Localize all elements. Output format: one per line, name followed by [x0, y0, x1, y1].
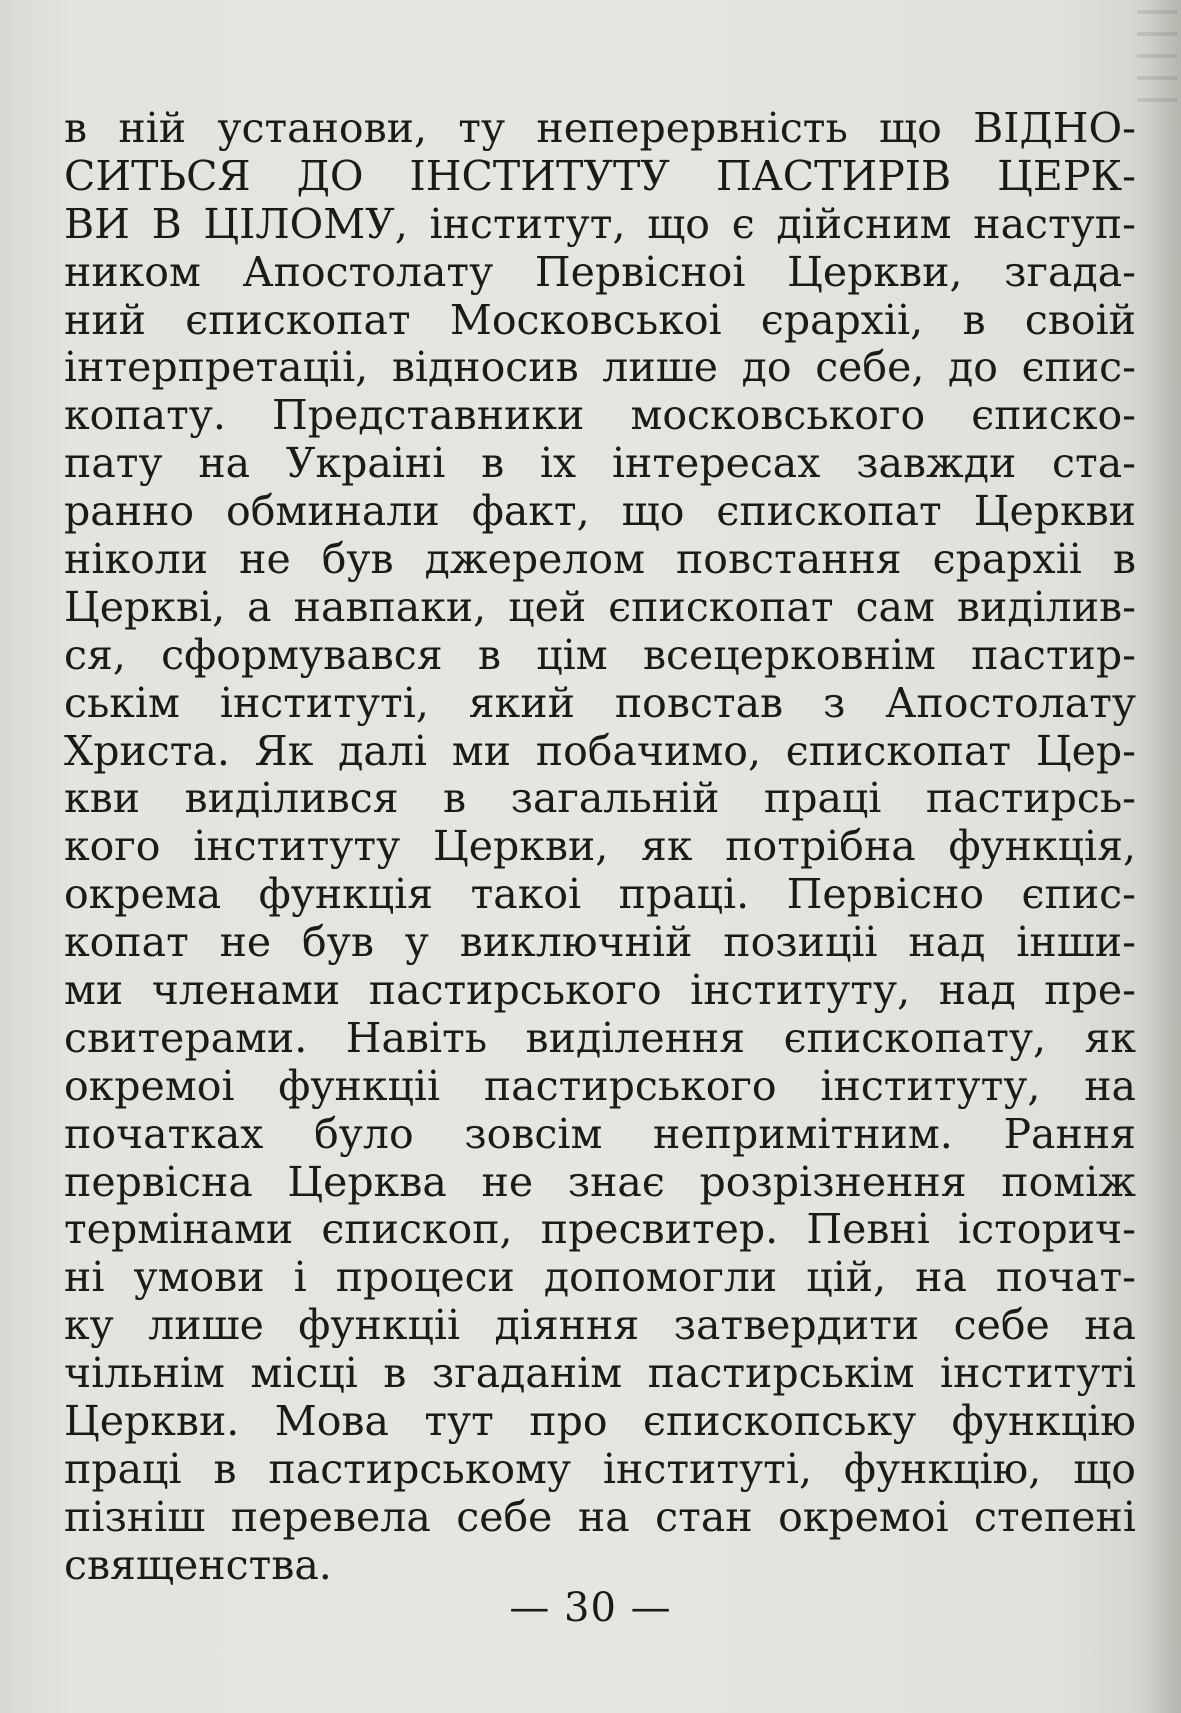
text-line: окремоі функціі пастирського інституту, на	[64, 1061, 1136, 1110]
page-number: — 30 —	[509, 1585, 672, 1631]
text-line: Церкві, а навпаки, цей єпископат сам виділив-	[64, 582, 1136, 631]
text-line: ником Апостолату Первісноі Церкви, згада-	[64, 247, 1136, 296]
text-line: первісна Церква не знає розрізнення поміж	[64, 1157, 1136, 1206]
text-line: ку лише функціі діяння затвердити себе на	[64, 1301, 1136, 1350]
text-line: кого інституту Церкви, як потрібна функція,	[64, 822, 1136, 871]
text-line: в ній установи, ту неперервність що ВІДНО-	[64, 104, 1136, 152]
text-line: початках було зовсім непримітним. Рання	[64, 1109, 1136, 1158]
text-line: Христа. Як далі ми побачимо, єпископат Цер-	[64, 726, 1136, 775]
text-line: ранно обминали факт, що єпископат Церкви	[64, 487, 1136, 536]
text-line: ся, сформувався в цім всецерковнім пастир-	[64, 630, 1136, 679]
text-line: термінами єпископ, пресвитер. Певні історич-	[64, 1205, 1136, 1254]
text-line: СИТЬСЯ ДО ІНСТИТУТУ ПАСТИРІВ ЦЕРК-	[64, 151, 1136, 200]
text-line: чільнім місці в згаданім пастирськім інституті	[64, 1349, 1136, 1398]
text-line: свитерами. Навіть виділення єпископату, як	[64, 1013, 1136, 1062]
text-line: ськім інституті, який повстав з Апостолату	[64, 678, 1136, 727]
text-line: ні умови і процеси допомогли цій, на почат-	[64, 1253, 1136, 1302]
text-line: пізніш перевела себе на стан окремоі степені	[64, 1492, 1136, 1541]
text-line: окрема функція такоі праці. Первісно єпис-	[64, 870, 1136, 919]
page-edge-shadow	[1141, 0, 1181, 1713]
show-through-print	[1137, 10, 1177, 110]
text-line: ніколи не був джерелом повстання єрархіі в	[64, 535, 1136, 584]
text-line: копат не був у виключній позиціі над інши-	[64, 918, 1136, 967]
text-line: ВИ В ЦІЛОМУ, інститут, що є дійсним наступ-	[64, 199, 1136, 248]
text-line: ми членами пастирського інституту, над пре-	[64, 966, 1136, 1015]
text-line: ний єпископат Московськоі єрархіі, в своій	[64, 295, 1136, 344]
text-line: пату на Украіні в іх інтересах завжди ста-	[64, 439, 1136, 488]
text-line: кви виділився в загальній праці пастирсь-	[64, 774, 1136, 823]
text-line: копату. Представники московського єписко-	[64, 391, 1136, 440]
text-line: праці в пастирському інституті, функцію, що	[64, 1444, 1136, 1493]
text-line: інтерпретаціі, відносив лише до себе, до єпис-	[64, 343, 1136, 392]
text-line-last: священства.	[64, 1540, 332, 1589]
body-text	[64, 105, 1136, 1590]
text-line: Церкви. Мова тут про єпископську функцію	[64, 1397, 1136, 1446]
